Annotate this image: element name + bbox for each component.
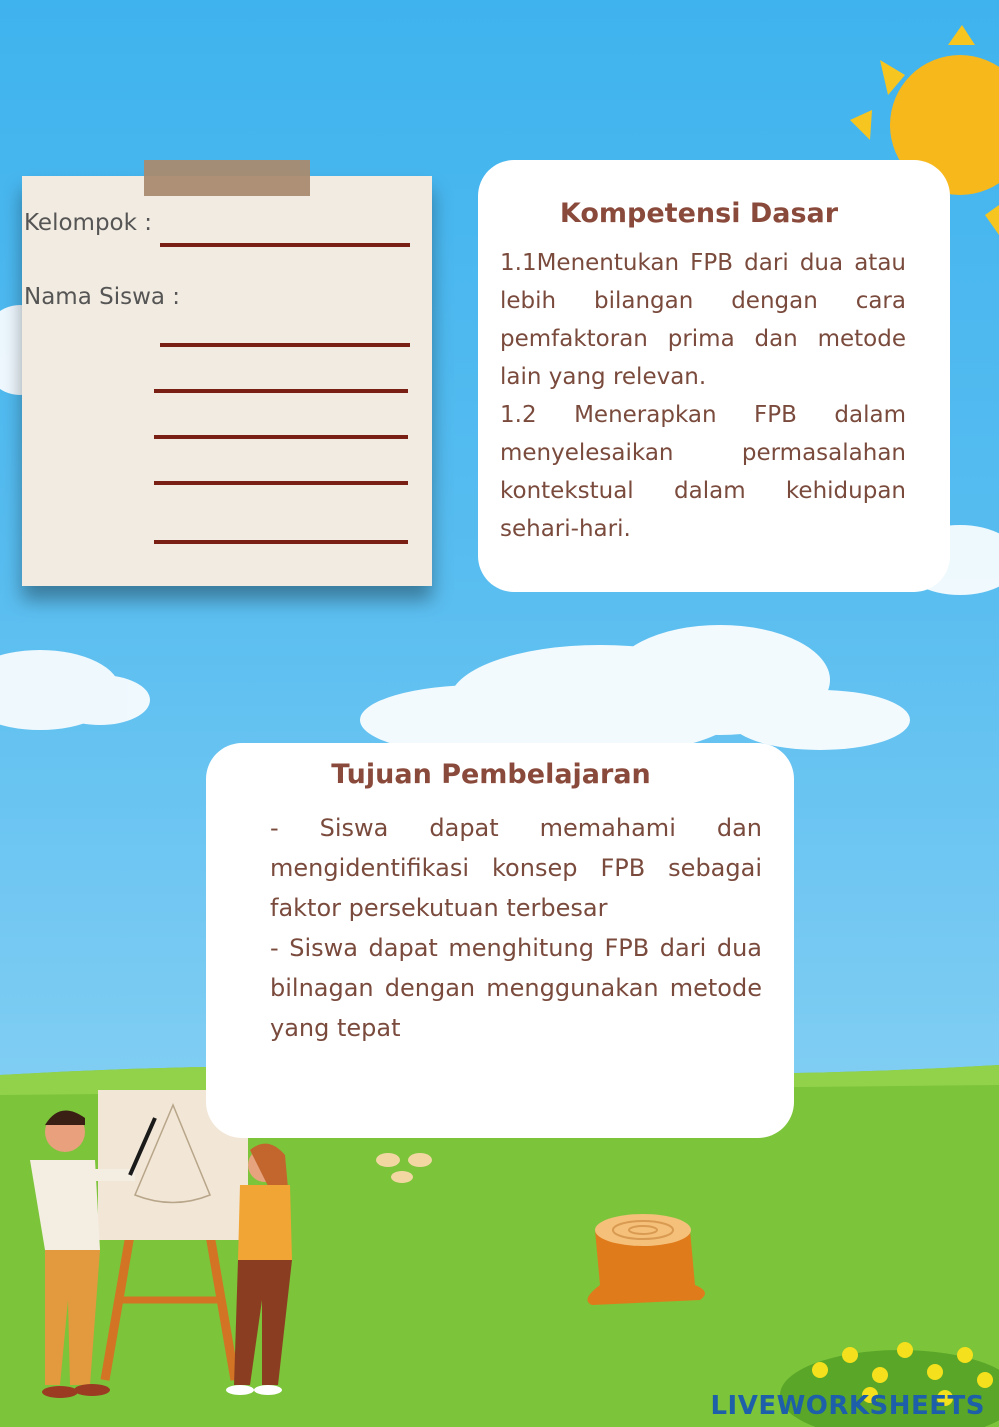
- kompetensi-point-2: 1.2 Menerapkan FPB dalam menyelesaikan permasalahan kontekstual dalam kehidupan sehari-hari.: [500, 402, 906, 542]
- name-input-line-4[interactable]: [154, 481, 408, 485]
- name-label: Nama Siswa :: [24, 284, 181, 310]
- liveworksheets-logo[interactable]: LIVEWORKSHEETS: [710, 1391, 985, 1421]
- group-input-line[interactable]: [160, 243, 410, 247]
- group-label: Kelompok :: [24, 210, 153, 236]
- cloud-center: [360, 625, 910, 755]
- kompetensi-card: [478, 160, 950, 592]
- tujuan-card: [206, 743, 794, 1138]
- name-input-line-2[interactable]: [154, 389, 408, 393]
- tujuan-point-1: - Siswa dapat memahami dan mengidentifikasi konsep FPB sebagai faktor persekutuan terbesar: [270, 814, 762, 922]
- kompetensi-point-1: 1.1Menentukan FPB dari dua atau lebih bilangan dengan cara pemfaktoran prima dan metode lain yang relevan.: [500, 250, 906, 390]
- tape-strip: [144, 160, 310, 196]
- tree-stump-icon: [588, 1214, 705, 1305]
- tujuan-point-2: - Siswa dapat menghitung FPB dari dua bilnagan dengan menggunakan metode yang tepat: [270, 934, 762, 1042]
- kompetensi-title: Kompetensi Dasar: [559, 198, 839, 229]
- name-input-line-3[interactable]: [154, 435, 408, 439]
- name-input-line-1[interactable]: [160, 343, 410, 347]
- name-card: [22, 176, 432, 586]
- tujuan-title: Tujuan Pembelajaran: [331, 759, 651, 790]
- name-input-line-5[interactable]: [154, 540, 408, 544]
